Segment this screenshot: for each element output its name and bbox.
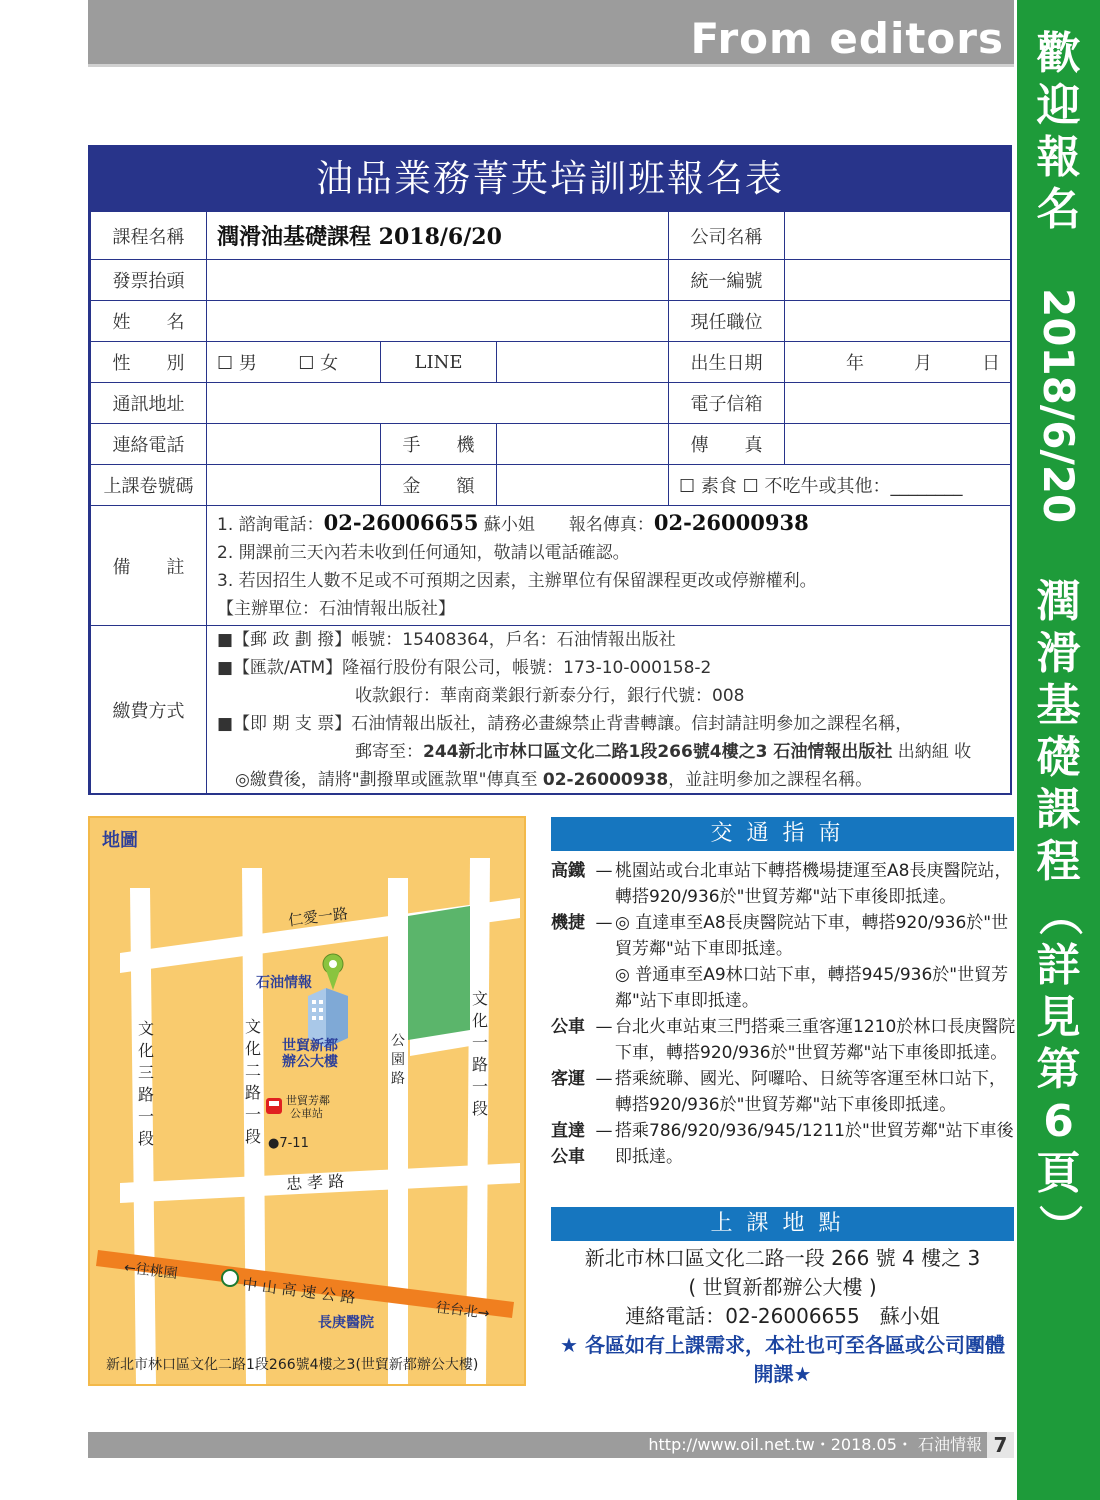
side-banner-text — [1017, 28, 1100, 1252]
email-field[interactable] — [785, 383, 1011, 424]
place-heading: 上課地點 — [551, 1207, 1014, 1241]
birth-field[interactable] — [785, 342, 1011, 383]
tax-id-label: 統一編號 — [669, 260, 785, 301]
header-divider — [88, 64, 1014, 67]
label-building: 世貿新都 辦公大樓 — [282, 1038, 338, 1070]
birth-day: 日 — [982, 353, 1001, 374]
traffic-row: 公車 — 台北火車站東三門搭乘三重客運1210於林口長庚醫院下車，轉搭920/936於"世貿芳鄰"站下車後即抵達。 — [551, 1017, 1016, 1063]
email-label: 電子信箱 — [669, 383, 785, 424]
label-wenhua1: 文 化 一 路 一 段 — [471, 989, 488, 1118]
traffic-row: 高鐵 — 桃園站或台北車站下轉搭機場捷運至A8長庚醫院站，轉搭920/936於"世貿芳鄰"站下車後即抵達。 — [551, 861, 1012, 907]
remarks — [207, 506, 1011, 626]
side-char: 報 — [1036, 132, 1081, 183]
side-char: 課 — [1036, 784, 1081, 835]
side-char: 見 — [1036, 992, 1081, 1043]
pay-check: ■【即 期 支 票】石油情報出版社，請務必畫線禁止背書轉讓。信封請註明參加之課程名稱， — [217, 714, 913, 734]
label-to-taipei: 往台北→ — [435, 1299, 491, 1323]
highway-badge-icon — [222, 1270, 238, 1286]
note-1: 1. 諮詢電話：02-26006655 蘇小姐 報名傳真：02-26000938 — [217, 509, 809, 535]
name-label: 姓 名 — [91, 301, 207, 342]
mobile-field[interactable] — [497, 424, 669, 465]
side-paren: （ — [1033, 892, 1085, 936]
section-title: From editors — [690, 14, 1004, 63]
name-field[interactable] — [207, 301, 669, 342]
pay-fax: ◎繳費後，請將"劃撥單或匯款單"傳真至 02-26000938，並註明參加之課程名稱。 — [235, 770, 873, 790]
traffic-row: 直達公車 — 搭乘786/920/936/945/1211於"世貿芳鄰"站下車後即抵達。 — [551, 1121, 1014, 1167]
bus-stop-icon — [266, 1098, 282, 1114]
tax-id-field[interactable] — [785, 260, 1011, 301]
mobile-label: 手 機 — [381, 424, 497, 465]
address-label: 通訊地址 — [91, 383, 207, 424]
traffic-heading: 交通指南 — [551, 817, 1014, 851]
female-checkbox[interactable]: ☐ 女 — [298, 353, 339, 374]
invoice-field[interactable] — [207, 260, 669, 301]
line-field[interactable] — [497, 342, 669, 383]
traffic-guide — [551, 858, 1017, 1170]
side-char: 第 — [1036, 1044, 1081, 1095]
road-park — [388, 878, 408, 1384]
phone-field[interactable] — [207, 424, 381, 465]
address-field[interactable] — [207, 383, 669, 424]
side-char: 名 — [1036, 184, 1081, 235]
note-3: 3. 若因招生人數不足或不可預期之因素，主辦單位有保留課程更改或停辦權利。 — [217, 570, 817, 591]
side-char: 6 — [1043, 1096, 1074, 1147]
place-highlight: ★ 各區如有上課需求，本社也可至各區或公司團體開課★ — [560, 1333, 1005, 1386]
pay-atm: ■【匯款/ATM】隆福行股份有限公司，帳號：173-10-000158-2 — [217, 658, 712, 678]
birth-label: 出生日期 — [669, 342, 785, 383]
form-title: 油品業務菁英培訓班報名表 — [90, 147, 1010, 211]
side-char: 歡 — [1036, 28, 1081, 79]
pay-mail: 郵寄至：244新北市林口區文化二路1段266號4樓之3 石油情報出版社 出納組 收 — [355, 742, 972, 762]
side-char: 詳 — [1036, 940, 1081, 991]
label-renai: 仁愛一路 — [287, 904, 349, 930]
birth-year: 年 — [846, 353, 865, 374]
remark-label: 備 註 — [91, 506, 207, 626]
pay-postal: ■【郵 政 劃 撥】帳號：15408364，戶名：石油情報出版社 — [217, 630, 676, 650]
label-zhongxiao: 忠 孝 路 — [285, 1171, 345, 1194]
traffic-row: 機捷 — ◎ 直達車至A8長庚醫院站下車，轉搭920/936於"世貿芳鄰"站下車即抵達。 — [551, 913, 1009, 959]
side-char: 基 — [1036, 680, 1081, 731]
class-location — [551, 1244, 1014, 1389]
note-2: 2. 開課前三天內若未收到任何通知，敬請以電話確認。 — [217, 542, 630, 563]
footer-text: http://www.oil.net.tw・2018.05・ 石油情報 — [648, 1435, 982, 1454]
note-4: 【主辦單位：石油情報出版社】 — [217, 598, 455, 619]
phone-label: 連絡電話 — [91, 424, 207, 465]
place-address: 新北市林口區文化二路一段 266 號 4 樓之 3 — [584, 1246, 981, 1270]
side-char: 滑 — [1036, 628, 1081, 679]
amount-field[interactable] — [497, 465, 669, 506]
company-field[interactable] — [785, 212, 1011, 260]
side-char: 頁 — [1036, 1148, 1081, 1199]
location-pin-icon — [323, 954, 343, 990]
gender-options[interactable] — [207, 342, 381, 383]
diet-options[interactable]: ☐ 素食 ☐ 不吃牛或其他：________ — [669, 465, 1011, 506]
invoice-label: 發票抬頭 — [91, 260, 207, 301]
side-date: 2018/6/20 — [1034, 288, 1083, 524]
label-hospital: 長庚醫院 — [318, 1315, 374, 1331]
coupon-field[interactable] — [207, 465, 381, 506]
position-label: 現任職位 — [669, 301, 785, 342]
side-char: 礎 — [1036, 732, 1081, 783]
label-highway: 中 山 高 速 公 路 — [241, 1275, 357, 1307]
course-label: 課程名稱 — [91, 212, 207, 260]
form-table — [90, 211, 1011, 795]
male-checkbox[interactable]: ☐ 男 — [217, 353, 257, 374]
place-building: ( 世貿新都辦公大樓 ) — [688, 1275, 877, 1299]
birth-month: 月 — [914, 353, 933, 374]
course-value[interactable]: 潤滑油基礎課程 2018/6/20 — [207, 212, 669, 260]
label-to-taoyuan: ←往桃園 — [123, 1259, 179, 1283]
payment-label: 繳費方式 — [91, 626, 207, 795]
traffic-row: ◎ 普通車至A9林口站下車，轉搭945/936於"世貿芳鄰"站下車即抵達。 — [615, 965, 1009, 1011]
company-label: 公司名稱 — [669, 212, 785, 260]
map-address: 新北市林口區文化二路1段266號4樓之3(世貿新都辦公大樓) — [106, 1357, 479, 1373]
pay-bank: 收款銀行：華南商業銀行新泰分行，銀行代號：008 — [355, 686, 745, 706]
payment-methods — [207, 626, 1011, 795]
label-petro: 石油情報 — [256, 975, 312, 991]
side-char: 迎 — [1036, 80, 1081, 131]
label-park-road: 公 園 路 — [391, 1033, 405, 1087]
label-seven-eleven: ●7-11 — [268, 1136, 309, 1151]
map-title: 地圖 — [102, 830, 138, 851]
label-wenhua2: 文 化 二 路 一 段 — [244, 1017, 261, 1146]
park-area — [408, 906, 470, 1040]
gender-label: 性 別 — [91, 342, 207, 383]
position-field[interactable] — [785, 301, 1011, 342]
line-label: LINE — [381, 342, 497, 383]
side-char: 程 — [1036, 836, 1081, 887]
amount-label: 金 額 — [381, 465, 497, 506]
page-number: 7 — [987, 1432, 1014, 1458]
location-map — [88, 816, 526, 1386]
place-phone: 連絡電話：02-26006655 蘇小姐 — [625, 1304, 940, 1328]
side-paren: ） — [1033, 1204, 1085, 1248]
label-bus-stop: 世貿芳鄰 公車站 — [286, 1094, 330, 1120]
fax-field[interactable] — [785, 424, 1011, 465]
fax-label: 傳 真 — [669, 424, 785, 465]
side-char: 潤 — [1036, 576, 1081, 627]
coupon-label: 上課卷號碼 — [91, 465, 207, 506]
registration-form — [88, 145, 1012, 795]
label-wenhua3: 文 化 三 路 一 段 — [137, 1019, 154, 1148]
traffic-row: 客運 — 搭乘統聯、國光、阿囉哈、日統等客運至林口站下，轉搭920/936於"世貿芳鄰"站下車後即抵達。 — [551, 1069, 1006, 1115]
